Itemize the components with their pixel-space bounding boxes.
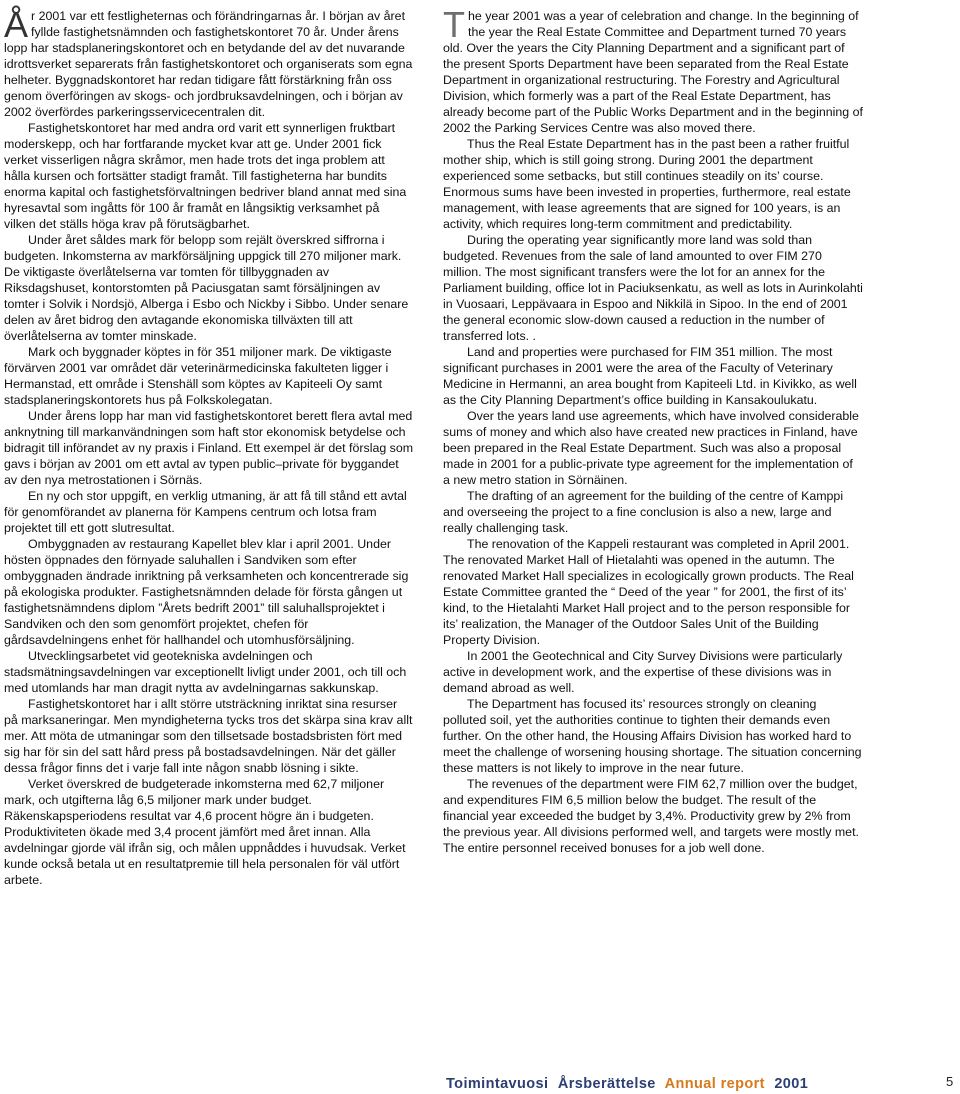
page-footer <box>446 1076 813 1092</box>
swedish-paragraph-5: Under årens lopp har man vid fastighetskontoret berett flera avtal med anknytning till markanvändningen som haft stor ekonomisk betydelse och bidragit till införandet av ny praxis i Finland. Ett exempel är det förslag som gavs i början av 2001 om ett avtal av typen public–private för byggandet av den nya metrostationen i Sörnäs. <box>4 409 414 487</box>
swedish-column <box>4 4 414 888</box>
swedish-paragraph-9: Fastighetskontoret har i allt större utsträckning inriktat sina resurser på marksaneringar. Men myndigheterna tycks tros det skärpa sina krav allt mer. Att möta de utmaningar som den tillsetsade bostadsbristen fört med sig har för sin del satt hård press på bostadsavdelningen. När det gäller dessa frågor finns det i varje fall inte någon snabb lösning i sikte. <box>4 697 413 775</box>
english-paragraph-2: Thus the Real Estate Department has in the past been a rather fruitful mother ship, which is still going strong. During 2001 the department experienced some setbacks, but still continues steadily on its’ course. Enormous sums have been invested in properties, furthermore, real estate management, with lease agreements that are signed for 100 years, is an activity, which requires long-term commitment and predictability. <box>443 137 851 231</box>
english-paragraph-5: Over the years land use agreements, which have involved considerable sums of money and which also have created new practices in Finland, have been prepared in the Real Estate Department. Such was also a proposal made in 2001 for a public-private type agreement for the implementation of a new metro station in Sörnäinen. <box>443 409 859 487</box>
english-paragraph-7: The renovation of the Kappeli restaurant was completed in April 2001. The renovated Market Hall of Hietalahti was opened in the autumn. The renovated Market Hall specializes in ecologically grown products. The Real Estate Committee granted the “ Deed of the year ” for 2001, the first of its’ kind, to the Hietalahti Market Hall project and to the person responsible for its’ realization, the Manager of the Outdoor Sales Unit of the Building Property Division. <box>443 537 854 647</box>
swedish-paragraph-1 <box>4 4 414 120</box>
english-paragraph-8: In 2001 the Geotechnical and City Survey Divisions were particularly active in development work, and the expertise of these divisions was in demand abroad as well. <box>443 649 843 695</box>
swedish-paragraph-2: Fastighetskontoret har med andra ord varit ett synnerligen fruktbart moderskepp, och har fortfarande mycket kvar att ge. Under 2001 fick verket visserligen några skråmor, men hade trots det inga problem att hålla kursen och fortsätter stadigt framåt. Till fastigheterna har bundits enorma kapital och fastighetsförvaltningen bedriver bland annat med sina hyresavtal som ingåtts för 100 år framåt en långsiktig verksamhet på vilken det ställs höga krav på förutsägbarhet. <box>4 121 407 231</box>
english-paragraph-6: The drafting of an agreement for the building of the centre of Kamppi and overseeing the project to a fine conclusion is also a new, large and really challenging task. <box>443 489 844 535</box>
swedish-paragraph-1-text: r 2001 var ett festligheternas och förändringarnas år. I början av året fyllde fastighetsnämnden och fastighetskontoret 70 år. Under årens lopp har stadsplaneringskontoret och en betydande del av det nuvarande idrottsverket separerats från fastighetskontoret och organiserats som egna helheter. Byggnadskontoret har redan tidigare fått förstärkning från oss genom överföringen av skogs- och jordbruksavdelningen, och i början av 2002 överfördes parkeringsservicecentralen dit. <box>4 9 413 119</box>
english-paragraph-9: The Department has focused its’ resources strongly on cleaning polluted soil, yet the authorities continue to tighten their demands even further. On the other hand, the Housing Affairs Division has worked hard to meet the challenge of worsening housing shortage. The situation concerning these matters is not likely to improve in the near future. <box>443 697 862 775</box>
swedish-dropcap: Å <box>4 4 29 45</box>
swedish-paragraph-7: Ombyggnaden av restaurang Kapellet blev klar i april 2001. Under hösten öppnades den förnyade saluhallen i Sandviken som efter ombyggnaden ändrade inriktning på verksamheten och koncentrerade sig på ekologiska produkter. Fastighetsnämnden delade för första gången ut fastighetsnämndens diplom ”Årets bedrift 2001” till saluhallsprojektet i Sandviken och den som genomfört projektet, chefen för gårdsavdelningens enhet för hallhandel och utomhusförsäljning. <box>4 537 409 647</box>
swedish-paragraph-8: Utvecklingsarbetet vid geotekniska avdelningen och stadsmätningsavdelningen var exceptionellt livligt under 2001, och till och med utomlands har man dragit nytta av avdelningarnas sakkunskap. <box>4 649 407 695</box>
english-paragraph-4: Land and properties were purchased for FIM 351 million. The most significant purchases in 2001 were the area of the Faculty of Veterinary Medicine in Hermanni, an area bought from Kapiteeli Ltd. in Kivikko, as well as the City Planning Department’s office building in Kansakoulukatu. <box>443 345 857 407</box>
footer-year: 2001 <box>774 1076 809 1092</box>
swedish-paragraph-10: Verket överskred de budgeterade inkomsterna med 62,7 miljoner mark, och utgifterna låg 6,5 miljoner mark under budget. Räkenskapsperiodens resultat var 4,6 procent högre än i budgeten. Produktiviteten ökade med 3,4 procent jämfört med året innan. Alla avdelningar gjorde väl ifrån sig, och målen uppnåddes i huvudsak. Verket kunde också betala ut en resultatpremie till hela personalen för väl utfört arbete. <box>4 777 406 887</box>
english-column <box>443 4 863 856</box>
swedish-paragraph-6: En ny och stor uppgift, en verklig utmaning, är att få till stånd ett avtal för genomförandet av planerna för Kampens centrum och lotsa fram projektet till ett gott slutresultat. <box>4 489 407 535</box>
swedish-paragraph-4: Mark och byggnader köptes in för 351 miljoner mark. De viktigaste förvärven 2001 var området där veterinärmedicinska fakulteten ligger i Hermanstad, ett område i Stenshäll som köptes av Kapiteeli Oy samt stadsplaneringskontorets hus på Folkskolegatan. <box>4 345 392 407</box>
english-paragraph-1-text: he year 2001 was a year of celebration and change. In the beginning of the year the Real Estate Committee and Department turned 70 years old. Over the years the City Planning Department and a significant part of the present Sports Department have been separated from the Real Estate Department in organizational restructuring. The Forestry and Agricultural Division, which formerly was a part of the Real Estate Department, has already become part of the Public Works Department and in the beginning of 2002 the Parking Services Centre was also moved there. <box>443 9 863 135</box>
english-paragraph-10: The revenues of the department were FIM 62,7 million over the budget, and expenditures FIM 6,5 million below the budget. The result of the financial year exceeded the budget by 3,4%. Productivity grew by 2% from the previous year. All divisions performed well, and targets were mostly met. The entire personnel received bonuses for a job well done. <box>443 777 859 855</box>
english-dropcap: T <box>443 4 465 45</box>
swedish-paragraph-3: Under året såldes mark för belopp som rejält överskred siffrorna i budgeten. Inkomsterna av markförsäljning uppgick till 270 miljoner mark. De viktigaste överlåtelserna var tomten för tillbyggnaden av Riksdagshuset, kontorstomten på Paciusgatan samt försäljningen av tomter i Solvik i Nordsjö, Alberga i Esbo och Nickby i Sibbo. Under senare delen av året bidrog den avtagande ekonomiska tillväxten till att överlåtelserna av tomter minskade. <box>4 233 409 343</box>
footer-arsberattelse: Årsberättelse <box>557 1076 656 1092</box>
english-paragraph-3: During the operating year significantly more land was sold than budgeted. Revenues from the sale of land amounted to over FIM 270 million. The most significant transfers were the lot for an annex for the Parliament building, office lot in Paciuksenkatu, as well as lots in Aurinkolahti in Vuosaari, Leppävaara in Espoo and Nikkilä in Sipoo. In the end of 2001 the general economic slow-down caused a reduction in the number of transferred lots. . <box>443 233 863 343</box>
footer-annual-report: Annual report <box>664 1076 765 1092</box>
english-paragraph-1 <box>443 4 863 136</box>
footer-toimintavuosi: Toimintavuosi <box>446 1076 549 1092</box>
page-number: 5 <box>946 1074 954 1089</box>
